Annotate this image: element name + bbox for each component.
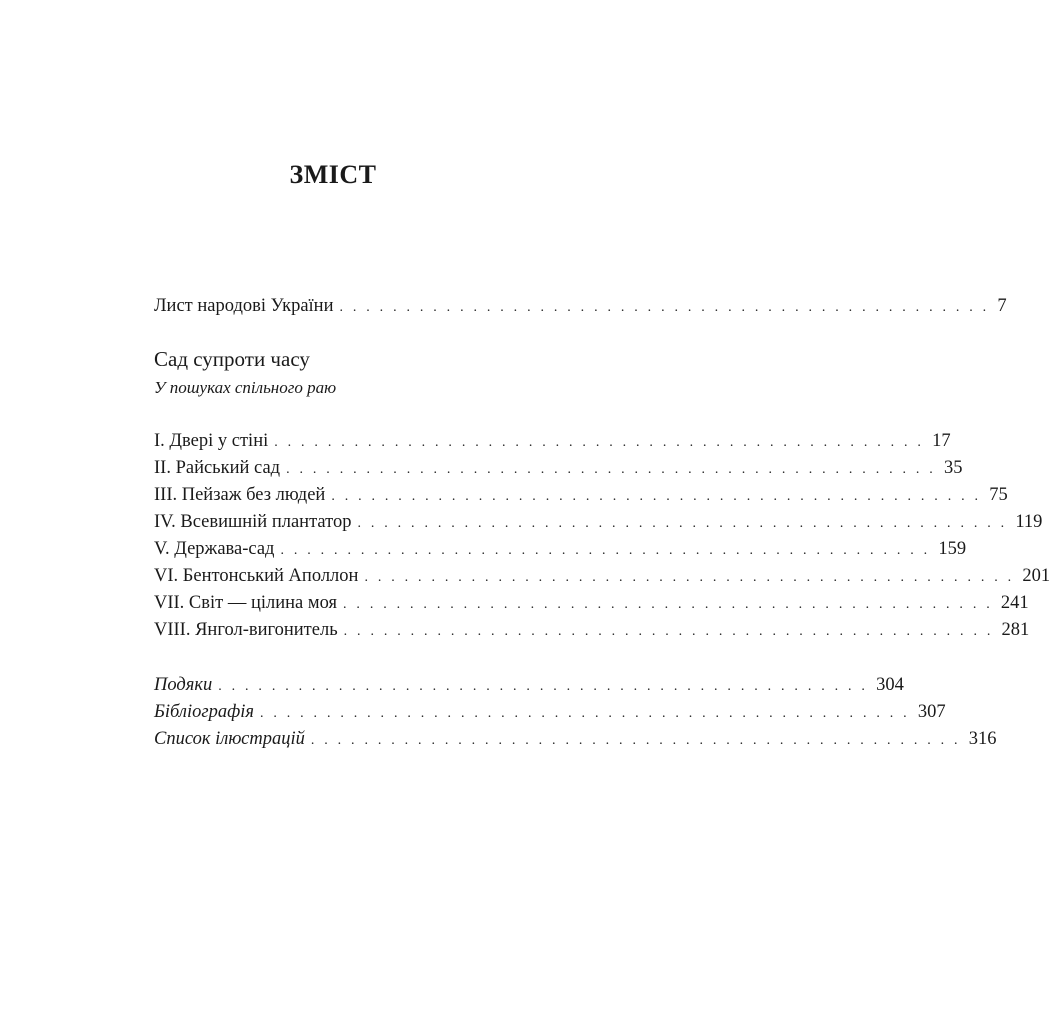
dot-leader: . . . . . . . . . . . . . . . . . . . . . . . . . . . . . . . . . . . . . . . . . . . . . . . . .	[286, 462, 937, 477]
dot-leader: . . . . . . . . . . . . . . . . . . . . . . . . . . . . . . . . . . . . . . . . . . . . . . . . .	[218, 679, 869, 694]
toc-entry-label: VIII. Янгол-вигонитель	[154, 618, 344, 642]
toc-entry-label: Подяки	[154, 673, 218, 697]
toc-entry-chapter	[154, 564, 1050, 588]
dot-leader: . . . . . . . . . . . . . . . . . . . . . . . . . . . . . . . . . . . . . . . . . . . . . . . . .	[259, 706, 910, 721]
toc-entry-intro	[154, 294, 1007, 318]
dot-leader: . . . . . . . . . . . . . . . . . . . . . . . . . . . . . . . . . . . . . . . . . . . . . . . . .	[274, 435, 925, 450]
table-of-contents	[154, 0, 1050, 1024]
toc-entry-page: 17	[932, 431, 951, 451]
toc-entry-label: II. Райський сад	[154, 456, 286, 480]
dot-leader: . . . . . . . . . . . . . . . . . . . . . . . . . . . . . . . . . . . . . . . . . . . . . . . . .	[339, 300, 990, 315]
toc-entry-label: V. Держава-сад	[154, 537, 280, 561]
toc-entry-label: VII. Світ — цілина моя	[154, 591, 343, 615]
dot-leader: . . . . . . . . . . . . . . . . . . . . . . . . . . . . . . . . . . . . . . . . . . . . . . . . .	[280, 543, 931, 558]
dot-leader: . . . . . . . . . . . . . . . . . . . . . . . . . . . . . . . . . . . . . . . . . . . . . . . . .	[357, 516, 1008, 531]
toc-entry-page: 75	[989, 485, 1008, 505]
toc-entry-back-matter	[154, 727, 997, 751]
toc-entry-page: 119	[1015, 512, 1043, 532]
toc-entry-page: 7	[997, 296, 1007, 316]
toc-entry-label: Лист народові України	[154, 294, 339, 318]
toc-entry-page: 281	[1001, 620, 1030, 640]
dot-leader: . . . . . . . . . . . . . . . . . . . . . . . . . . . . . . . . . . . . . . . . . . . . . . . . .	[364, 570, 1015, 585]
toc-entry-label: VI. Бентонський Аполлон	[154, 564, 364, 588]
toc-entry-label: III. Пейзаж без людей	[154, 483, 331, 507]
toc-entry-back-matter	[154, 700, 946, 724]
toc-entry-chapter	[154, 429, 951, 453]
toc-entry-label: IV. Всевишній плантатор	[154, 510, 357, 534]
toc-entry-label: I. Двері у стіні	[154, 429, 274, 453]
toc-entry-page: 304	[876, 675, 904, 695]
dot-leader: . . . . . . . . . . . . . . . . . . . . . . . . . . . . . . . . . . . . . . . . . . . . . . . . .	[310, 733, 961, 748]
toc-entry-page: 316	[968, 729, 997, 749]
page-title: ЗМІСТ	[289, 160, 377, 189]
toc-entry-page: 201	[1022, 566, 1050, 586]
dot-leader: . . . . . . . . . . . . . . . . . . . . . . . . . . . . . . . . . . . . . . . . . . . . . . . . .	[331, 489, 982, 504]
toc-entry-label: Список ілюстрацій	[154, 727, 311, 751]
toc-entry-chapter	[154, 456, 963, 480]
toc-entry-back-matter	[154, 673, 904, 697]
toc-entry-chapter	[154, 510, 1043, 534]
dot-leader: . . . . . . . . . . . . . . . . . . . . . . . . . . . . . . . . . . . . . . . . . . . . . . . . .	[343, 624, 994, 639]
toc-entry-chapter	[154, 618, 1030, 642]
toc-entry-page: 35	[944, 458, 963, 478]
toc-entry-page: 241	[1000, 593, 1029, 613]
toc-entry-chapter	[154, 537, 967, 561]
toc-entry-page: 159	[938, 539, 967, 559]
section-title: Сад супроти часу	[154, 347, 310, 371]
dot-leader: . . . . . . . . . . . . . . . . . . . . . . . . . . . . . . . . . . . . . . . . . . . . . . . . .	[343, 597, 993, 612]
toc-entry-chapter	[154, 591, 1029, 615]
section-subtitle: У пошуках спільного раю	[154, 378, 337, 397]
toc-entry-chapter	[154, 483, 1008, 507]
toc-entry-label: Бібліографія	[154, 700, 260, 724]
toc-entry-page: 307	[917, 702, 946, 722]
